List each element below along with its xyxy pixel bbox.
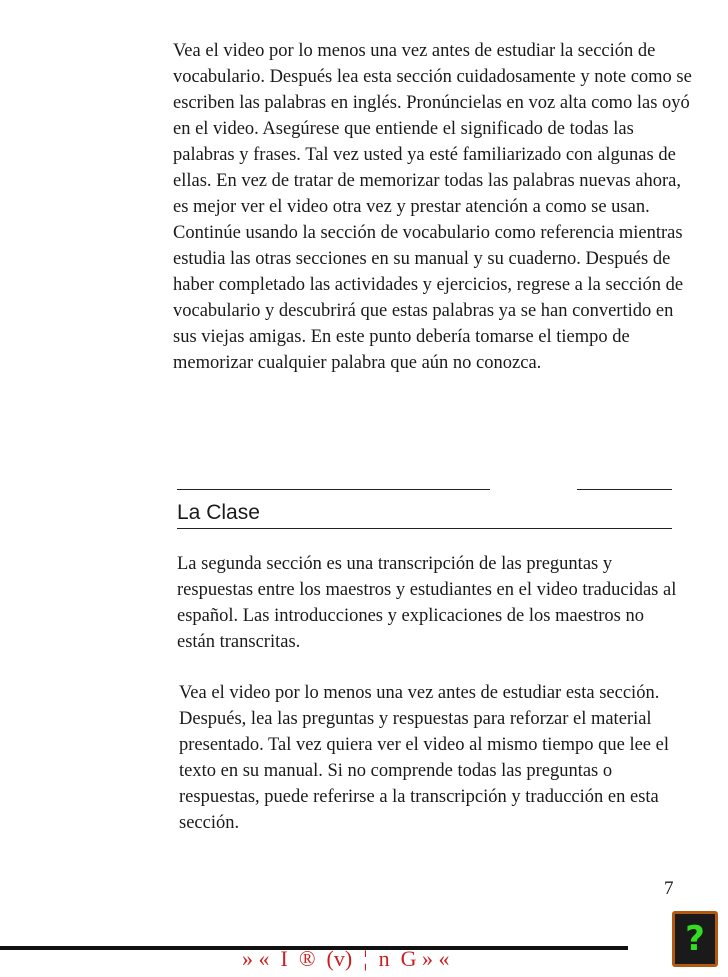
footer-brand-text: » « I ® (v) ¦ n G » « — [242, 946, 450, 971]
section-heading: La Clase — [177, 501, 260, 524]
section-instructions-paragraph: Vea el video por lo menos una vez antes de estudiar esta sección. Después, lea las preguntas y respuestas para reforzar el material presentado. Tal vez quiera ver el video al mismo tiempo que lee el texto en su manual. Si no comprende todas las preguntas o respuestas, puede referirse a la transcripción y traducción en esta sección. — [179, 683, 669, 833]
help-button[interactable] — [672, 911, 718, 967]
question-mark-icon: ? — [685, 919, 705, 959]
page-number: 7 — [664, 878, 674, 899]
section-paragraph: La segunda sección es una transcripción de las preguntas y respuestas entre los maestros y estudiantes en el video traducidas al español. Las introducciones y explicaciones de los maestros no están transcritas. — [177, 554, 677, 652]
section-heading-underline — [177, 528, 672, 529]
intro-paragraph: Vea el video por lo menos una vez antes de estudiar la sección de vocabulario. Después lea esta sección cuidadosamente y note como se escriben las palabras en inglés. Pronúncielas en voz alta como las oyó en el video. Asegúrese que entiende el significado de todas las palabras y frases. Tal vez usted ya esté familiarizado con algunas de ellas. En vez de tratar de memorizar todas las palabras nuevas ahora, es mejor ver el video otra vez y prestar atención a como se usan. Continúe usando la sección de vocabulario como referencia mientras estudia las otras secciones en su manual y su cuaderno. Después de haber completado las actividades y ejercicios, regrese a la sección de vocabulario y descubrirá que estas palabras ya se han convertido en sus viejas amigas. En este punto debería tomarse el tiempo de memorizar cualquier palabra que aún no conozca. — [173, 41, 692, 373]
section-divider-right — [577, 489, 672, 490]
section-divider-left — [177, 489, 490, 490]
